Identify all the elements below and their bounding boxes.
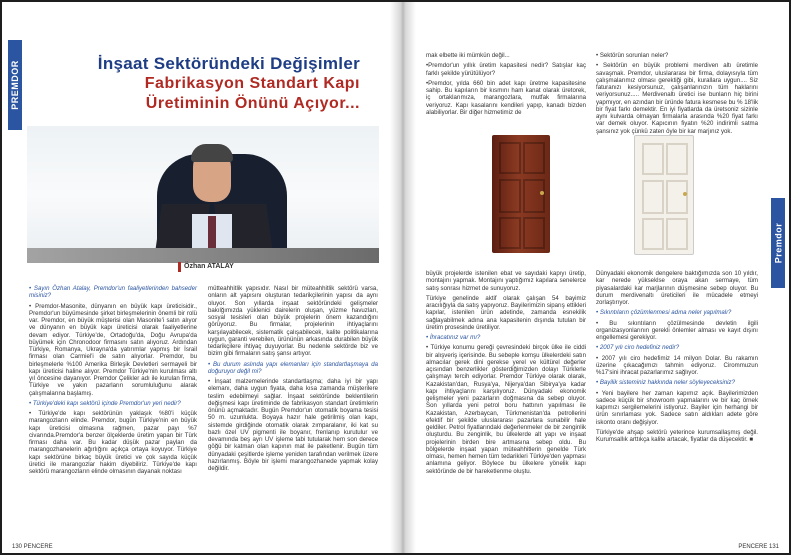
body-paragraph: büyük projelerde istenilen ebat ve sayıdaki kapıyı üretip, montajını yapmak. Montajını yaptığımız kapılara senelerce satış sonrası hizmet de sunuyoruz.	[426, 270, 586, 292]
left-column-1	[29, 285, 197, 478]
interview-question: • 2007 yılı ciro hedefiniz nedir?	[596, 344, 680, 352]
right-lower-column-1	[426, 270, 586, 478]
doors-photo	[472, 125, 782, 263]
section-tab-left: PREMDOR	[8, 40, 22, 130]
title-line-1: İnşaat Sektöründeki Değişimler	[97, 54, 360, 73]
body-paragraph: • İnşaat malzemelerinde standartlaşma; daha iyi bir yapı elemanı, daha uygun fiyata, daha kısa zamanda müşterilere teslim edebilmeyi sağlar. İnşaat sektöründe beklentilerin değişmesi kapı üretiminde de fabrikasyon standart üretimlerin önünü açmaktadır. Bugün Premdor'un otomatik boyama tesisi 50 m. uzunlukta. Boyaya hazır hale getirilmiş olan kapı, sistemde girdiğinde otomatik olarak zımparalanır, iki kat su bazlı özel UV pigmenti ile boyanır, frenlanıp kurutulur ve devamında beş ayrı UV işleme tabi tutularak hem son derece göğü bir katman olan kapının mat ile paketlenir. Bugün tüm dünyadaki çeşitlerde işleme yeniden tarafından verilmek üzere hazırlanmış. Böyle bir işlemi marangozhanede yapmak kolay değildir.	[208, 378, 378, 472]
page-gutter	[390, 2, 416, 553]
interview-question: • Bu durum aslında yapı elemanları için standartlaşmaya da doğuruyor değil mi?	[208, 360, 378, 375]
magazine-spread	[2, 2, 789, 553]
section-tab-right: Premdor	[771, 198, 785, 288]
body-paragraph: • Sektörün en büyük problemi merdiven altı üretimle savaşmak. Premdor, uluslararası bir firma, dolayısıyla tüm çalışmalarımız olması gerektiği gibi, kurallara uygun.... Siz faturanızı kesiyorsunuz, çalışanlarınızın tüm haklarını veriyorsunuz..... Merdivenaltı üretici ise bunların hiç birini yapmıyor, en azından bir üründe fatura kesmese bu % 18'lik bir fiyat farkı demektir. En iyi fiyatlarda da üretsoniz sizinle aynı kulvarda olmayan firmalarla arasında %20 fiyat farkı var demek oluyor. Kapıcının fiyatın %20 indirimli satma şansınız yok çünkü zaten öyle bir kar marjınız yok.	[596, 62, 758, 135]
page-number-left: 130 PENCERE	[12, 544, 53, 550]
body-paragraph: • 2007 yılı ciro hedefimiz 14 milyon Dolar. Bu rakamın üzerine çıkacağımızı tahmin ediyoruz. Cirommuzun %17'sini ihracat pazarlarımız sağlıyor.	[596, 354, 758, 376]
body-paragraph: mütteahhitlik yapısıdır. Nasıl bir müteahhitlik sektörü varsa, onların alt yapısını oluşturan tedarikçilerinin yapısı da aynı oluyor. Son yıllarda inşaat sektöründeki gelişmeler bakılğımızda yüklenici dairelerin oluşan, yüzme havuzları, sosyal tesisleri olan büyük projelerin önem kazandığını görüyoruz. Bu firmalar, projelerinin ihtiyaçlarını karşılayabilecek, sistematik çalışabilecek, kalite politikalarına uygun, garanti verebilen, ürününün arkasında durabilen büyük tedarikçilere ihtiyaç duyuyorlar. Bu nedenle sektörde biz ve bizim gibi firmaların satış şansı artıyor.	[208, 285, 378, 358]
title-line-2: Fabrikasyon Standart Kapı	[144, 75, 360, 92]
interview-question: • Sıkıntıların çözümlenmesi adına neler yapılmalı?	[596, 309, 732, 317]
body-paragraph: • Bu sıkıntıların çözülmesinde devletin ilgili organizasyonlarının gerekli önlemler alması ve kayıt dışını engellemesi gerekiyor.	[596, 319, 758, 341]
interview-question: • İhracatınız var mı?	[426, 334, 481, 341]
brown-door-image	[492, 135, 550, 253]
right-column-1	[426, 52, 586, 119]
body-paragraph: Türkiye genelinde aktif olarak çalışan 54 bayimiz aracılığıyla da satış yapıyoruz. Bayilerimizin siparış ettikleri kapılar, istenilen ürün adetinde, zamanda esnekilik sağlayabilmek adına ana kapasitenin dışında tutulan bir üretim prosesinde üretiliyor.	[426, 294, 586, 331]
body-paragraph: •Premdor, yılda 660 bin adet kapı üretme kapasitesine sahip. Bu kapıların bir kısmını ham kanat olarak üretorek, iç ortaklarımıza, marangozlara, mutfak firmalarına veriyoruz. Kapı kasalarını kendileri yapıp, kanadı bizden alabiliyorlar. Bir diğer hizmetimiz de	[426, 79, 586, 116]
body-paragraph: •Premdor'un yıllık üretim kapasitesi nedir? Satışlar kaç farklı şekilde yürütülüyor?	[426, 62, 586, 77]
interview-question: • Sayın Özhan Atalay, Premdor'un faaliyetlerinden bahseder misiniz?	[29, 285, 197, 300]
body-paragraph: • Premdor-Masonite, dünyanın en büyük kapı üreticisidir., Premdor'un büyümesinde şirket birleşmelerinin önemli bir rolü var. Premdor, en büyük müşterisi olan Masonite'i satın alıyor ve dünyanın en büyük kapı üreticisi olarak faaliyetlerine devam ediyor. Türkiye'de, Ortadoğu'da, Doğu Avrupa'da büyümek için Chronodoor firmasını satın alıyoruz. Ardından Türkiye, Romanya, Ukrayna'da yatırımlar yapmış bir İsrail firması olan Carmiel'i de satın alıyorlar. Premdor, bu birleşmelerle %100 Amerika Birleşik Devletleri sermayeli bir kapı üreticisi haline alıyor. Premdor Türkiye'nin kurulması altı yıl öncesine dayanıyor. Premdor Çelikler adı ile kurulan firma, Türkiye ve yakın pazarların sorumluluğunu alarak çalışmalarına başlamış.	[29, 302, 197, 397]
left-column-2	[208, 285, 378, 475]
body-paragraph: • Sektörün sorunları neler?	[596, 52, 669, 59]
body-paragraph: • Türkiye konumu gereği çevresindeki birçok ülke ile ciddi bir alışveriş içerisinde. Bu sebeple komşu ülkelerdeki satın almacılar gerek dini gerekse yerel ve kültürel değerler açısından benzerlikler gösterdiğimizden dolayı Türklerle çalışmayı tercih ediyorlar. Premdor Türkiye olarak olarak, Kazakistan'dan, Rusya'ya, Nijerya'dan Sibirya'ya kadar kapı ihtiyaçlarını karşılıyoruz. Dünyadaki ekonomik gelişmeler yeni pazarların doğmasına da sebep oluyor. Son yıllarda yeni petrol boru hattının yapılması ile Kazakistan, Azerbaycan, Türkmenistan'da petrollerini efektif bir şekilde uluslararası pazarlara sunabilir hale geldiler. Petrol fiyatlarındaki değerlenmeler de bir zenginlik oluşturdu. Bu zenginlik, bu ülkelerde alt yapı ve inşaat projelerinin birden bire artmasına sebep oldu. Bu bölgelerde inşaat yapan müteahhitlerin genelde Türk olması, hemen hemen tüm tedarikleri Türkiye'den yapması anlamına geliyor. Böylece bu ülkelere yönelik kapı sektöründe de bir hareketlenme oluştu.	[426, 344, 586, 475]
title-line-3: Üretiminin Önünü Açıyor...	[145, 95, 360, 112]
body-paragraph: Dünyadaki ekonomik dengelere baktığımızda son 10 yıldır, kar nerede yükseklse oraya akan sermaye, tüm piyasalardaki kar marjlarının düşmesine sebep oluyor. Bu durum merdivenaltı üreticileri ile mücadele etmeyi zorlaştırıyor.	[596, 270, 758, 306]
body-paragraph: mak elbette iki mümkün değil...	[426, 52, 510, 59]
photo-caption: Özhan ATALAY	[184, 263, 234, 270]
white-door-image	[634, 135, 694, 255]
body-paragraph: • Türkiye'de kapı sektörünün yaklaşık %80'i küçük marangozların elinde. Premdor, bugün Türkiye'nin en büyük kapı üreticisi olmasına rağmen, pazar payı %7 civarında.Premdor'a benzer ölçeklerde üretim yapan bir Türk firması daha var. Bu kadar düşük pazar payları da marangozhanelerin ağırlığını açıkça ortaya koyuyor. Türkiye kapı sektörüne birkaç büyük üretici ve çok sayıda küçük üretici ile marangozlar hakim diyebiliriz. Türkiye'de kapı sektörü marangozların elinde olmasının dayanak noktası	[29, 410, 197, 475]
body-paragraph: Türkiye'de ahşap sektörü yeterince kurumsallaşmış değil. Kurumsallık arttıkça kalite artacak, fiyatlar da düşecektir. ■	[596, 428, 758, 443]
interview-question: • Türkiye'deki kapı sektörü içinde Premdor'un yeri nedir?	[29, 399, 181, 407]
page-number-right: PENCERE 131	[738, 544, 779, 550]
article-title	[60, 54, 360, 114]
right-lower-column-2	[596, 270, 758, 446]
body-paragraph: • Yeni bayilere her zaman kapımız açık. Bayilerimizden sadece küçük bir showroom yapmalarını ve bir kaç örnek kapımızı sergilemelerini istiyoruz. Bayiler için herhangi bir ürün sınırlaması yok. Sadece satın aldıkları adete göre iskonto oranı değişiyor.	[596, 389, 758, 426]
interview-question: • Bayilik sisteminiz hakkında neler söyleyeceksiniz?	[596, 379, 735, 387]
portrait-photo	[27, 126, 379, 263]
caption-marker	[178, 262, 181, 272]
